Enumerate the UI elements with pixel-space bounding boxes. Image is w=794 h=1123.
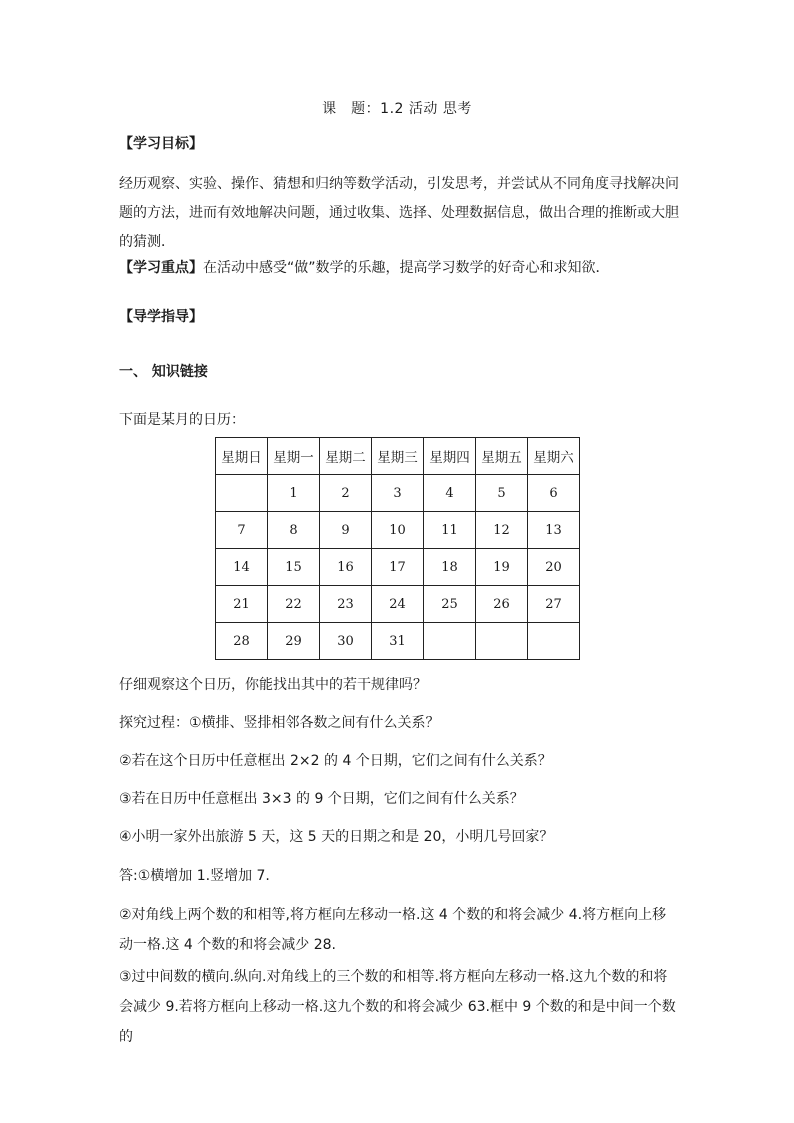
section-1-heading: 一、 知识链接 [119, 364, 208, 380]
focus-line [119, 258, 610, 278]
calendar-week-row [216, 549, 580, 586]
calendar-day-cell: 12 [476, 512, 528, 549]
question-intro: 仔细观察这个日历，你能找出其中的若干规律吗？ [119, 677, 427, 693]
calendar-day-cell: 10 [372, 512, 424, 549]
calendar-day-cell: 31 [372, 623, 424, 660]
calendar-day-cell: 15 [268, 549, 320, 586]
calendar-day-cell: 9 [320, 512, 372, 549]
calendar-header-cell: 星期日 [216, 438, 268, 475]
calendar-day-cell: 22 [268, 586, 320, 623]
calendar-day-cell: 17 [372, 549, 424, 586]
calendar-day-cell: 21 [216, 586, 268, 623]
calendar-day-cell: 3 [372, 475, 424, 512]
calendar-day-cell: 11 [424, 512, 476, 549]
calendar-day-cell: 29 [268, 623, 320, 660]
calendar-day-cell: 18 [424, 549, 476, 586]
calendar-day-cell: 27 [528, 586, 580, 623]
calendar-week-row [216, 475, 580, 512]
objectives-heading: 【学习目标】 [119, 136, 203, 152]
calendar-week-row [216, 586, 580, 623]
calendar-day-cell: 28 [216, 623, 268, 660]
calendar-day-cell: 26 [476, 586, 528, 623]
calendar-header-cell: 星期五 [476, 438, 528, 475]
objectives-text: 经历观察、实验、操作、猜想和归纳等数学活动，引发思考，并尝试从不同角度寻找解决问题的方法，进而有效地解决问题，通过收集、选择、处理数据信息，做出合理的推断或大胆的猜测． [119, 176, 679, 250]
calendar-day-cell: 24 [372, 586, 424, 623]
calendar-header-cell: 星期二 [320, 438, 372, 475]
calendar-day-cell: 4 [424, 475, 476, 512]
calendar-day-cell: 2 [320, 475, 372, 512]
calendar-day-cell: 1 [268, 475, 320, 512]
calendar-day-cell [476, 623, 528, 660]
answer-1: 答:①横增加 1.竖增加 7. [119, 868, 270, 884]
calendar-day-cell: 30 [320, 623, 372, 660]
calendar-header-cell: 星期一 [268, 438, 320, 475]
calendar-day-cell [528, 623, 580, 660]
calendar-day-cell [216, 475, 268, 512]
question-3: ③若在日历中任意框出 3×3 的 9 个日期，它们之间有什么关系？ [119, 791, 524, 807]
focus-heading: 【学习重点】 [119, 260, 203, 276]
question-4: ④小明一家外出旅游 5 天，这 5 天的日期之和是 20，小明几号回家？ [119, 829, 554, 845]
calendar-day-cell: 6 [528, 475, 580, 512]
calendar-day-cell: 25 [424, 586, 476, 623]
calendar-header-row [216, 438, 580, 475]
calendar-day-cell: 13 [528, 512, 580, 549]
calendar-day-cell: 5 [476, 475, 528, 512]
answer-2: ②对角线上两个数的和相等,将方框向左移动一格.这 4 个数的和将会减少 4.将方框向上移动一格.这 4 个数的和将会减少 28. [119, 907, 667, 953]
calendar-day-cell: 14 [216, 549, 268, 586]
calendar-day-cell: 7 [216, 512, 268, 549]
guide-heading: 【导学指导】 [119, 309, 203, 325]
calendar-day-cell [424, 623, 476, 660]
calendar-day-cell: 20 [528, 549, 580, 586]
focus-text: 在活动中感受“做”数学的乐趣，提高学习数学的好奇心和求知欲． [203, 260, 610, 276]
calendar-day-cell: 8 [268, 512, 320, 549]
calendar-day-cell: 23 [320, 586, 372, 623]
lesson-title: 课 题：1.2 活动 思考 [322, 101, 472, 117]
question-2: ②若在这个日历中任意框出 2×2 的 4 个日期，它们之间有什么关系？ [119, 753, 552, 769]
calendar-header-cell: 星期六 [528, 438, 580, 475]
calendar-table [215, 437, 580, 660]
question-1: 探究过程：①横排、竖排相邻各数之间有什么关系？ [119, 715, 440, 731]
calendar-header-cell: 星期四 [424, 438, 476, 475]
calendar-header-cell: 星期三 [372, 438, 424, 475]
calendar-intro: 下面是某月的日历： [119, 412, 245, 428]
calendar-day-cell: 19 [476, 549, 528, 586]
calendar-day-cell: 16 [320, 549, 372, 586]
calendar-week-row [216, 512, 580, 549]
calendar-week-row [216, 623, 580, 660]
answer-3: ③过中间数的横向.纵向.对角线上的三个数的和相等.将方框向左移动一格.这九个数的和将会减少 9.若将方框向上移动一格.这九个数的和将会减少 63.框中 9 个数的和是中间一个数的 [119, 969, 676, 1045]
